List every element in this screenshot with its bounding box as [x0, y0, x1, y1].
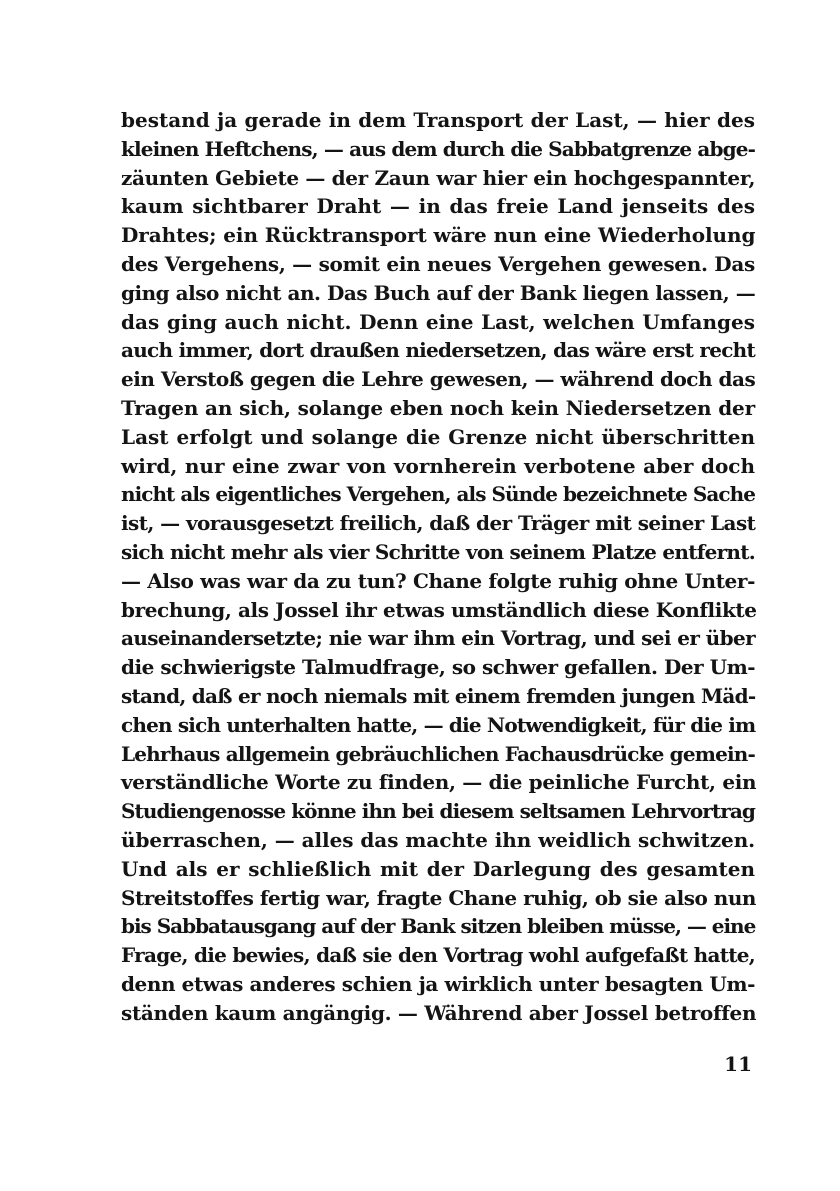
- text-line: Studiengenosse könne ihn bei diesem seltsamen Lehrvortrag: [121, 799, 755, 824]
- text-line: ist, — vorausgesetzt freilich, daß der Träger mit seiner Last: [121, 511, 756, 536]
- text-line: Und als er schließlich mit der Darlegung des gesamten: [121, 856, 755, 881]
- text-line: die schwierigste Talmudfrage, so schwer gefallen. Der Um-: [121, 655, 756, 680]
- text-line: Frage, die bewies, daß sie den Vortrag wohl aufgefaßt hatte,: [121, 943, 755, 968]
- text-line: Lehrhaus allgemein gebräuchlichen Fachausdrücke gemein-: [121, 741, 755, 766]
- text-line: wird, nur eine zwar von vornherein verbotene aber doch: [121, 453, 755, 478]
- text-line: stand, daß er noch niemals mit einem fremden jungen Mäd-: [121, 683, 756, 708]
- text-line: überraschen, — alles das machte ihn weidlich schwitzen.: [121, 827, 756, 852]
- text-line: Streitstoffes fertig war, fragte Chane ruhig, ob sie also nun: [121, 885, 756, 910]
- text-line: auseinandersetzte; nie war ihm ein Vortrag, und sei er über: [121, 626, 755, 651]
- text-line: verständliche Worte zu finden, — die peinliche Furcht, ein: [121, 770, 757, 795]
- text-line: das ging auch nicht. Denn eine Last, welchen Umfanges: [121, 309, 755, 334]
- text-line: chen sich unterhalten hatte, — die Notwendigkeit, für die im: [121, 712, 756, 737]
- text-line: ging also nicht an. Das Buch auf der Bank liegen lassen, —: [121, 280, 756, 305]
- text-line: auch immer, dort draußen niedersetzen, das wäre erst recht: [121, 338, 755, 363]
- text-line: bis Sabbatausgang auf der Bank sitzen bleiben müsse, — eine: [121, 914, 756, 939]
- text-line: — Also was war da zu tun? Chane folgte ruhig ohne Unter-: [121, 568, 755, 593]
- text-line: kleinen Heftchens, — aus dem durch die Sabbatgrenze abge-: [121, 136, 756, 161]
- text-line: ständen kaum angängig. — Während aber Jossel betroffen: [121, 1000, 757, 1025]
- text-line: nicht als eigentliches Vergehen, als Sünde bezeichnete Sache: [121, 482, 756, 507]
- text-line: des Vergehens, — somit ein neues Vergehen gewesen. Das: [121, 251, 755, 276]
- text-line: Last erfolgt und solange die Grenze nicht überschritten: [121, 424, 755, 449]
- text-line: kaum sichtbarer Draht — in das freie Land jenseits des: [121, 194, 755, 219]
- text-line: Tragen an sich, solange eben noch kein Niedersetzen der: [121, 395, 755, 420]
- page-number: 11: [724, 1052, 752, 1076]
- text-line: ein Verstoß gegen die Lehre gewesen, — während doch das: [121, 367, 756, 392]
- text-line: Drahtes; ein Rücktransport wäre nun eine Wiederholung: [121, 223, 756, 248]
- body-text: [121, 106, 755, 1028]
- text-line: brechung, als Jossel ihr etwas umständlich diese Konflikte: [121, 597, 757, 622]
- text-line: sich nicht mehr als vier Schritte von seinem Platze entfernt.: [121, 539, 755, 564]
- text-line: denn etwas anderes schien ja wirklich unter besagten Um-: [121, 971, 755, 996]
- text-line: bestand ja gerade in dem Transport der Last, — hier des: [121, 108, 755, 132]
- text-line: zäunten Gebiete — der Zaun war hier ein hochgespannter,: [121, 165, 756, 190]
